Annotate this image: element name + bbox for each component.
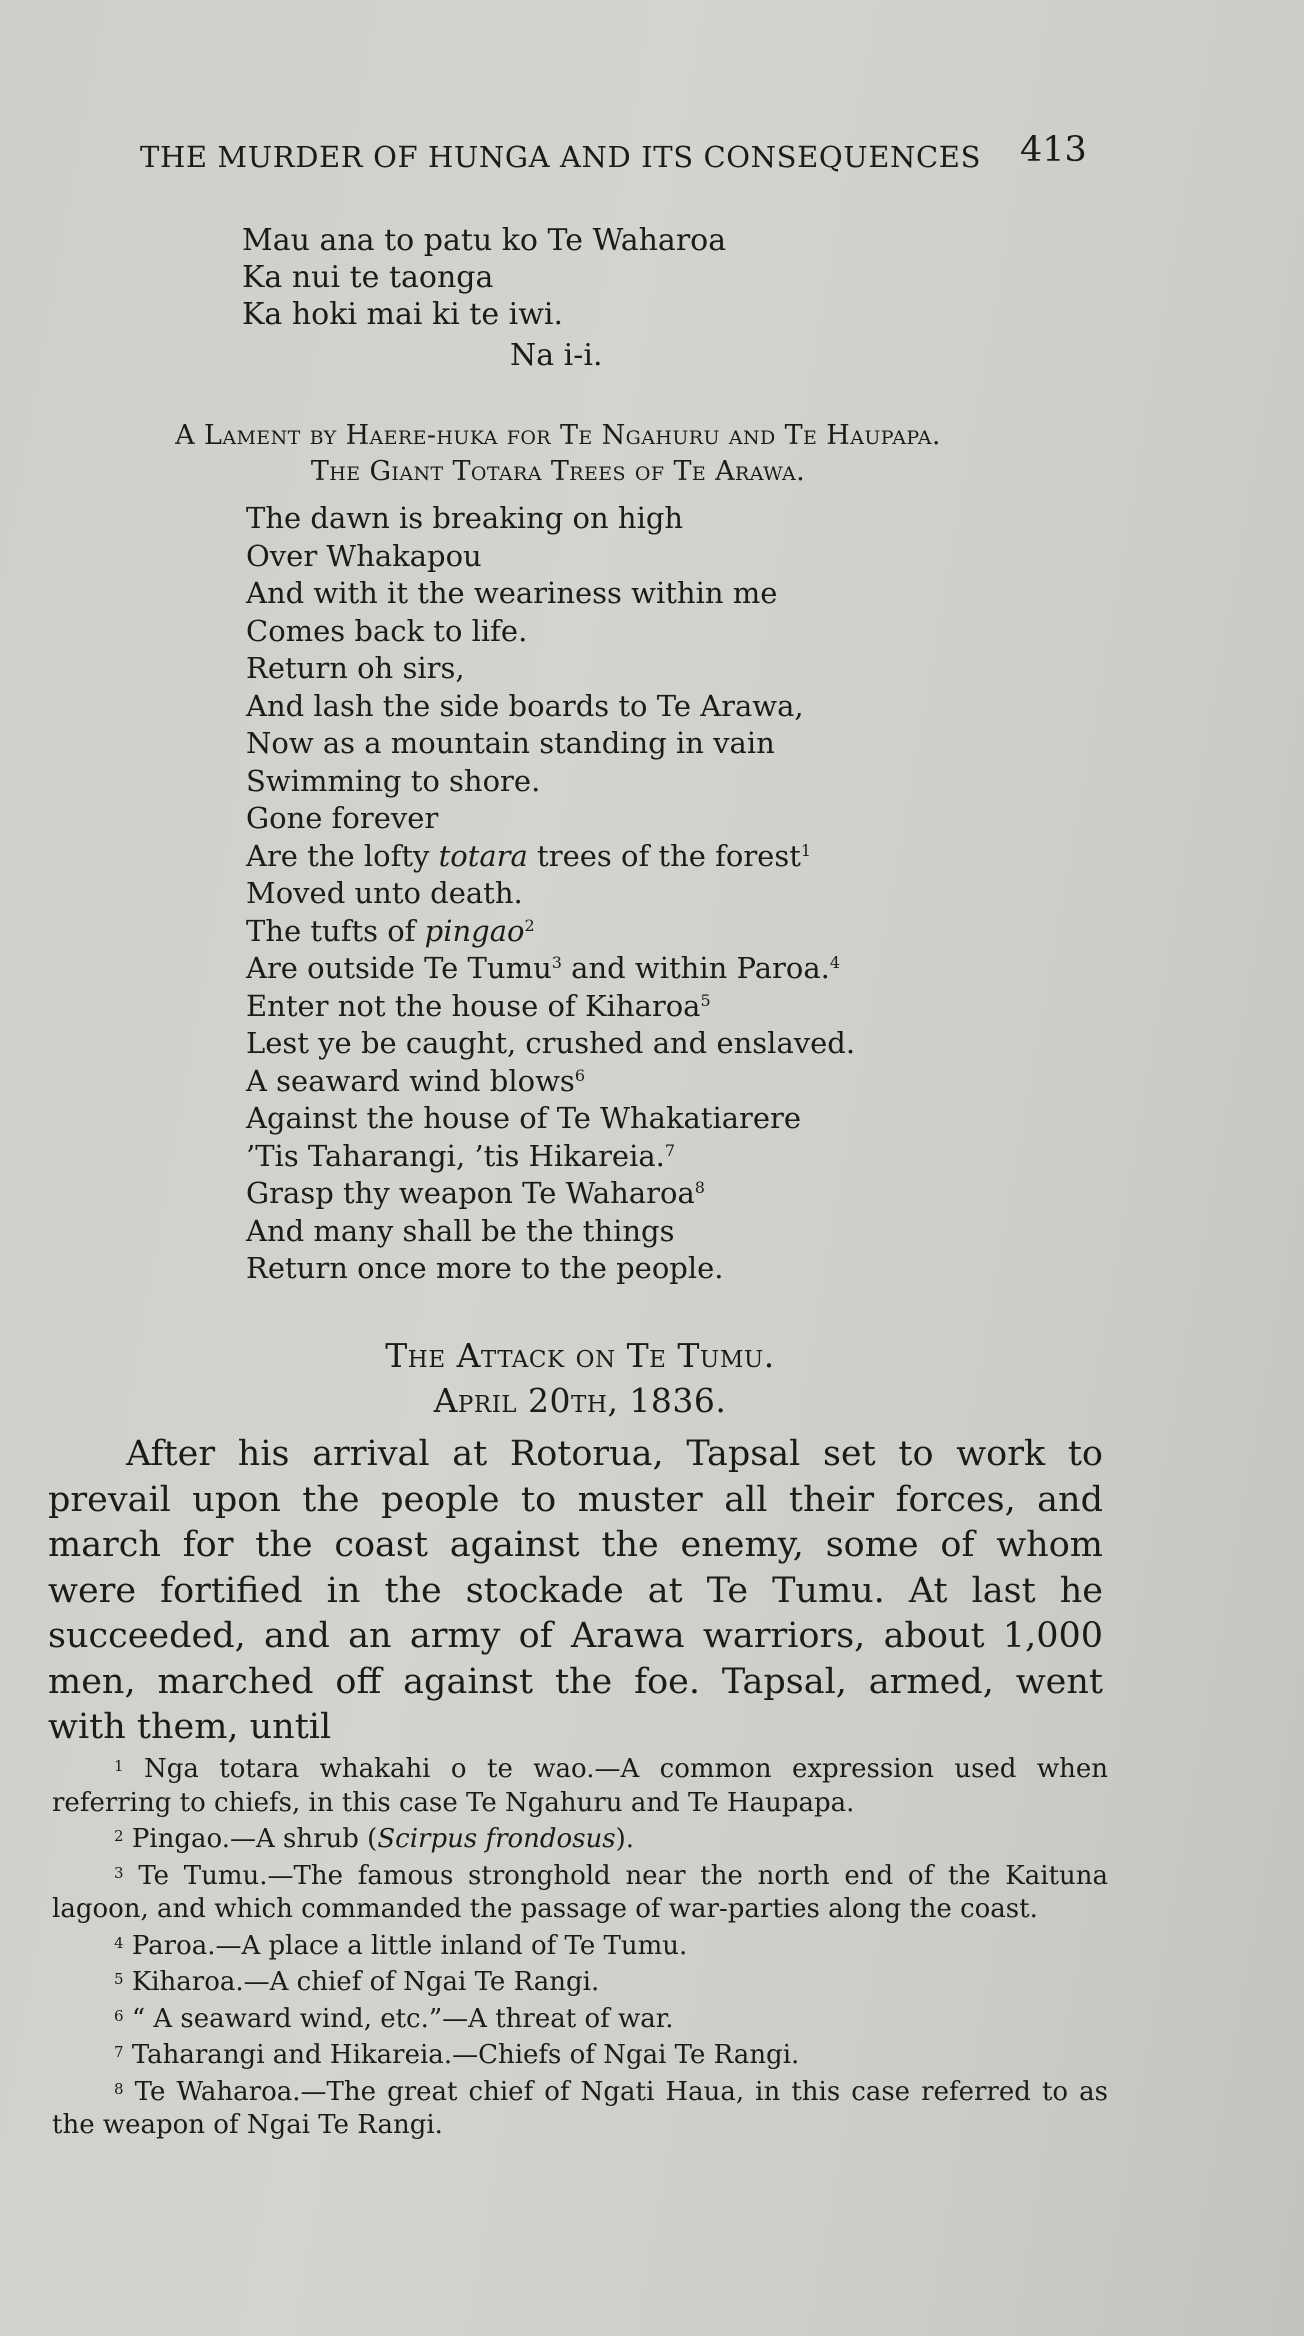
footnote-text: Pingao.—A shrub (: [131, 1824, 378, 1854]
footnote-number: 3: [114, 1863, 124, 1882]
footnote-number: 4: [114, 1933, 124, 1952]
lament-subtitle: The Giant Totara Trees of Te Arawa.: [310, 456, 806, 487]
poem-maori-stanza: [242, 222, 726, 333]
footnote-number: 8: [114, 2079, 124, 2098]
footnote-number: 7: [114, 2043, 124, 2061]
poem-line: Mau ana to patu ko Te Waharoa: [242, 223, 727, 258]
footnote-7: [52, 2036, 1108, 2073]
poem-line: Now as a mountain standing in vain: [246, 726, 775, 760]
line-text: and within Paroa.: [561, 951, 830, 985]
line-text: trees of the forest: [527, 838, 801, 873]
section-date: April 20th, 1836.: [433, 1381, 727, 1420]
footnote-2: [52, 1820, 1108, 1857]
footnote-5: [52, 1963, 1108, 2000]
footnote-text: Te Waharoa.—The great chief of Ngati Haua, in this case referred to as the weapon of Ngai Te Rangi.: [52, 2076, 1108, 2140]
page-number: 413: [1020, 130, 1087, 170]
poem-line: Gone forever: [246, 801, 439, 835]
section-heading: [100, 1333, 1060, 1423]
poem-line: [246, 838, 855, 876]
line-text: Enter not the house of Kiharoa: [246, 988, 701, 1023]
line-text: A seaward wind blows: [246, 1063, 575, 1098]
poem-line: Lest ye be caught, crushed and enslaved.: [246, 1026, 856, 1060]
poem-line: Against the house of Te Whakatiarere: [246, 1101, 802, 1135]
footnote-text: Te Tumu.—The famous stronghold near the north end of the Kaituna lagoon, and which commanded the passage of war-parties along the coast.: [52, 1860, 1108, 1924]
footnote-4: [52, 1927, 1108, 1964]
poem-line: Swimming to shore.: [246, 763, 541, 798]
poem-line: [246, 950, 855, 988]
footnote-text: Taharangi and Hikareia.—Chiefs of Ngai Te Rangi.: [131, 2040, 800, 2070]
running-header: THE MURDER OF HUNGA AND ITS CONSEQUENCES: [140, 140, 982, 174]
footnote-ref: 2: [524, 915, 535, 935]
footnote-ref: 3: [551, 953, 562, 972]
poem-line: And many shall be the things: [246, 1213, 675, 1248]
footnote-text: Paroa.—A place a little inland of Te Tumu.: [131, 1930, 688, 1961]
section-title: The Attack on Te Tumu.: [385, 1336, 775, 1375]
footnote-6: [52, 2000, 1108, 2037]
lament-heading: [78, 418, 1038, 490]
lament-title: A Lament by Haere-huka for Te Ngahuru and Te Haupapa.: [175, 420, 941, 451]
footnote-ref: 4: [829, 953, 841, 972]
body-paragraph: After his arrival at Rotorua, Tapsal set to work to prevail upon the people to muster all their forces, and march for the coast against the enemy, some of whom were fortified in the stockade at Te Tumu. At last he succeeded, and an army of Arawa warriors, about 1,000 men, marched off against the foe. Tapsal, armed, went with them, until: [48, 1434, 1103, 1747]
emphasis-word: pingao: [424, 913, 525, 948]
poem-line: The dawn is breaking on high: [246, 501, 684, 535]
footnote-number: 2: [114, 1827, 124, 1845]
footnote-number: 6: [114, 2006, 124, 2025]
line-text: Are the lofty: [246, 838, 439, 873]
footnote-number: 1: [114, 1757, 124, 1775]
footnote-number: 5: [114, 1970, 124, 1988]
poem-line: Moved unto death.: [246, 876, 523, 910]
footnote-text: Kiharoa.—A chief of Ngai Te Rangi.: [131, 1967, 600, 1997]
poem-line: [246, 988, 855, 1026]
emphasis-word: totara: [438, 838, 528, 873]
footnote-3: [52, 1857, 1108, 1927]
footnote-ref: 1: [800, 840, 812, 860]
poem-line: [246, 1063, 855, 1101]
line-text: ’Tis Taharangi, ’tis Hikareia.: [246, 1138, 665, 1173]
footnote-text: “ A seaward wind, etc.”—A threat of war.: [131, 2003, 674, 2034]
footnote-emphasis: Scirpus frondosus: [377, 1824, 616, 1854]
poem-line: [246, 913, 855, 951]
line-text: The tufts of: [246, 913, 425, 948]
footnote-ref: 6: [574, 1065, 586, 1085]
line-text: Grasp thy weapon Te Waharoa: [246, 1176, 695, 1210]
footnote-ref: 7: [664, 1140, 676, 1160]
poem-line: Over Whakapou: [246, 538, 482, 573]
poem-line: Ka nui te taonga: [242, 260, 494, 295]
line-text: Are outside Te Tumu: [246, 951, 552, 985]
footnote-1: [52, 1750, 1108, 1820]
poem-line: [246, 1138, 855, 1176]
footnote-8: [52, 2073, 1108, 2143]
poem-line: And lash the side boards to Te Arawa,: [246, 688, 804, 723]
footnotes: [52, 1750, 1108, 2143]
lament-poem: [246, 500, 855, 1288]
poem-refrain: Na i-i.: [510, 338, 603, 373]
poem-line: Return oh sirs,: [246, 651, 465, 685]
footnote-ref: 5: [700, 990, 711, 1010]
poem-line: Comes back to life.: [246, 613, 528, 648]
poem-line: [246, 1175, 855, 1213]
poem-line: Ka hoki mai ki te iwi.: [242, 297, 564, 332]
footnote-ref: 8: [694, 1178, 705, 1197]
footnote-text: ).: [615, 1824, 635, 1854]
poem-line: And with it the weariness within me: [246, 576, 778, 610]
poem-line: Return once more to the people.: [246, 1251, 724, 1285]
footnote-text: Nga totara whakahi o te wao.—A common expression used when referring to chiefs, in this case Te Ngahuru and Te Haupapa.: [52, 1754, 1108, 1818]
